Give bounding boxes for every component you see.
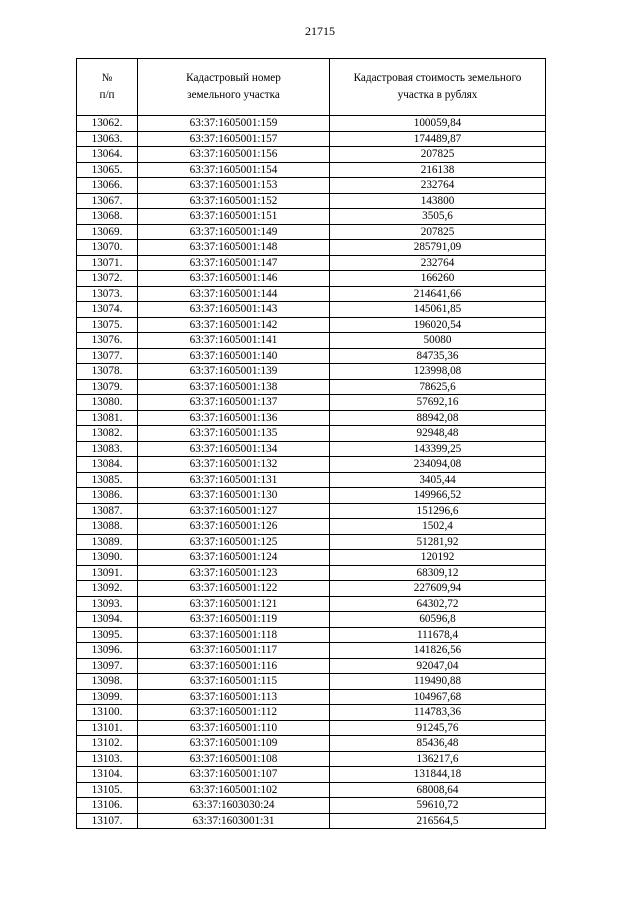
table-row [77, 581, 546, 597]
row-number-cell: 13105. [77, 782, 138, 798]
row-number-cell: 13101. [77, 720, 138, 736]
cadastral-number-cell: 63:37:1605001:143 [138, 302, 330, 318]
cadastral-number-cell: 63:37:1605001:121 [138, 596, 330, 612]
page-number: 21715 [305, 24, 335, 38]
table-row [77, 472, 546, 488]
table-row [77, 240, 546, 256]
row-number-cell: 13070. [77, 240, 138, 256]
cadastral-number-cell: 63:37:1605001:110 [138, 720, 330, 736]
header-line: № [101, 72, 113, 84]
cadastral-number-cell: 63:37:1605001:159 [138, 116, 330, 132]
table-row [77, 410, 546, 426]
cadastral-value-cell: 285791,09 [330, 240, 546, 256]
table-row [77, 550, 546, 566]
cadastral-number-cell: 63:37:1605001:118 [138, 627, 330, 643]
cadastral-number-cell: 63:37:1605001:149 [138, 224, 330, 240]
header-line: участка в рублях [397, 89, 478, 101]
row-number-cell: 13089. [77, 534, 138, 550]
cadastral-number-cell: 63:37:1605001:136 [138, 410, 330, 426]
row-number-cell: 13107. [77, 813, 138, 829]
row-number-cell: 13096. [77, 643, 138, 659]
row-number-cell: 13087. [77, 503, 138, 519]
row-number-cell: 13097. [77, 658, 138, 674]
row-number-cell: 13068. [77, 209, 138, 225]
row-number-cell: 13100. [77, 705, 138, 721]
cadastral-number-cell: 63:37:1605001:127 [138, 503, 330, 519]
table-row [77, 302, 546, 318]
cadastral-value-cell: 100059,84 [330, 116, 546, 132]
row-number-cell: 13071. [77, 255, 138, 271]
table-row [77, 162, 546, 178]
cadastral-number-cell: 63:37:1605001:139 [138, 364, 330, 380]
cadastral-value-cell: 84735,36 [330, 348, 546, 364]
table-row [77, 519, 546, 535]
row-number-cell: 13063. [77, 131, 138, 147]
cadastral-number-cell: 63:37:1605001:112 [138, 705, 330, 721]
cadastral-value-cell: 227609,94 [330, 581, 546, 597]
row-number-cell: 13106. [77, 798, 138, 814]
table-row [77, 751, 546, 767]
cadastral-number-cell: 63:37:1605001:147 [138, 255, 330, 271]
cadastral-number-cell: 63:37:1603001:31 [138, 813, 330, 829]
header-cadastral-number [138, 59, 330, 116]
cadastral-value-cell: 216138 [330, 162, 546, 178]
cadastral-value-cell: 120192 [330, 550, 546, 566]
table-row [77, 488, 546, 504]
table-row [77, 348, 546, 364]
table-row [77, 813, 546, 829]
cadastral-value-cell: 3505,6 [330, 209, 546, 225]
cadastral-value-cell: 1502,4 [330, 519, 546, 535]
table-row [77, 674, 546, 690]
row-number-cell: 13062. [77, 116, 138, 132]
cadastral-value-cell: 68008,64 [330, 782, 546, 798]
cadastral-value-cell: 64302,72 [330, 596, 546, 612]
row-number-cell: 13094. [77, 612, 138, 628]
table-row [77, 612, 546, 628]
cadastral-number-cell: 63:37:1605001:154 [138, 162, 330, 178]
header-line: Кадастровая стоимость земельного [353, 72, 522, 84]
table-row [77, 503, 546, 519]
table-row [77, 255, 546, 271]
table-row [77, 643, 546, 659]
table-row [77, 767, 546, 783]
cadastral-number-cell: 63:37:1605001:152 [138, 193, 330, 209]
table-row [77, 596, 546, 612]
cadastral-value-cell: 51281,92 [330, 534, 546, 550]
cadastral-value-cell: 143399,25 [330, 441, 546, 457]
table-row [77, 193, 546, 209]
cadastral-value-cell: 85436,48 [330, 736, 546, 752]
cadastral-number-cell: 63:37:1605001:122 [138, 581, 330, 597]
row-number-cell: 13066. [77, 178, 138, 194]
cadastral-number-cell: 63:37:1605001:144 [138, 286, 330, 302]
row-number-cell: 13091. [77, 565, 138, 581]
cadastral-number-cell: 63:37:1605001:140 [138, 348, 330, 364]
table-body [77, 116, 546, 829]
cadastral-value-cell: 60596,8 [330, 612, 546, 628]
cadastral-value-cell: 50080 [330, 333, 546, 349]
table-row [77, 379, 546, 395]
row-number-cell: 13064. [77, 147, 138, 163]
cadastral-number-cell: 63:37:1605001:123 [138, 565, 330, 581]
cadastral-value-cell: 92047,04 [330, 658, 546, 674]
cadastral-number-cell: 63:37:1605001:125 [138, 534, 330, 550]
cadastral-number-cell: 63:37:1605001:156 [138, 147, 330, 163]
cadastral-number-cell: 63:37:1605001:102 [138, 782, 330, 798]
cadastral-value-cell: 88942,08 [330, 410, 546, 426]
header-cadastral-value [330, 59, 546, 116]
table-row [77, 689, 546, 705]
row-number-cell: 13081. [77, 410, 138, 426]
cadastral-value-cell: 131844,18 [330, 767, 546, 783]
row-number-cell: 13080. [77, 395, 138, 411]
cadastral-number-cell: 63:37:1605001:151 [138, 209, 330, 225]
cadastral-number-cell: 63:37:1605001:157 [138, 131, 330, 147]
row-number-cell: 13099. [77, 689, 138, 705]
cadastral-value-cell: 111678,4 [330, 627, 546, 643]
table-row [77, 364, 546, 380]
row-number-cell: 13082. [77, 426, 138, 442]
cadastral-value-cell: 174489,87 [330, 131, 546, 147]
table-header-row [77, 59, 546, 116]
table-row [77, 534, 546, 550]
cadastral-value-cell: 145061,85 [330, 302, 546, 318]
cadastral-number-cell: 63:37:1605001:134 [138, 441, 330, 457]
row-number-cell: 13076. [77, 333, 138, 349]
table-row [77, 333, 546, 349]
row-number-cell: 13067. [77, 193, 138, 209]
cadastral-number-cell: 63:37:1605001:138 [138, 379, 330, 395]
table-row [77, 116, 546, 132]
row-number-cell: 13103. [77, 751, 138, 767]
cadastral-number-cell: 63:37:1605001:132 [138, 457, 330, 473]
cadastral-number-cell: 63:37:1605001:124 [138, 550, 330, 566]
table-row [77, 317, 546, 333]
cadastral-value-table [76, 58, 546, 829]
cadastral-number-cell: 63:37:1605001:119 [138, 612, 330, 628]
cadastral-value-cell: 136217,6 [330, 751, 546, 767]
cadastral-number-cell: 63:37:1605001:141 [138, 333, 330, 349]
cadastral-number-cell: 63:37:1605001:142 [138, 317, 330, 333]
header-line: Кадастровый номер [186, 72, 281, 84]
cadastral-number-cell: 63:37:1605001:107 [138, 767, 330, 783]
row-number-cell: 13085. [77, 472, 138, 488]
cadastral-number-cell: 63:37:1605001:126 [138, 519, 330, 535]
table-row [77, 720, 546, 736]
header-line: п/п [99, 89, 115, 101]
table-row [77, 395, 546, 411]
row-number-cell: 13090. [77, 550, 138, 566]
cadastral-number-cell: 63:37:1603030:24 [138, 798, 330, 814]
cadastral-number-cell: 63:37:1605001:148 [138, 240, 330, 256]
cadastral-number-cell: 63:37:1605001:130 [138, 488, 330, 504]
cadastral-number-cell: 63:37:1605001:137 [138, 395, 330, 411]
table-row [77, 658, 546, 674]
cadastral-value-cell: 3405,44 [330, 472, 546, 488]
cadastral-number-cell: 63:37:1605001:115 [138, 674, 330, 690]
row-number-cell: 13073. [77, 286, 138, 302]
header-line: земельного участка [187, 89, 280, 101]
cadastral-number-cell: 63:37:1605001:153 [138, 178, 330, 194]
cadastral-value-cell: 196020,54 [330, 317, 546, 333]
cadastral-value-cell: 207825 [330, 224, 546, 240]
table-row [77, 131, 546, 147]
cadastral-value-cell: 143800 [330, 193, 546, 209]
cadastral-value-cell: 104967,68 [330, 689, 546, 705]
table-row [77, 457, 546, 473]
header-row-number [77, 59, 138, 116]
row-number-cell: 13084. [77, 457, 138, 473]
row-number-cell: 13088. [77, 519, 138, 535]
cadastral-value-cell: 149966,52 [330, 488, 546, 504]
cadastral-value-cell: 141826,56 [330, 643, 546, 659]
cadastral-value-cell: 119490,88 [330, 674, 546, 690]
cadastral-value-cell: 214641,66 [330, 286, 546, 302]
cadastral-value-cell: 68309,12 [330, 565, 546, 581]
cadastral-value-cell: 151296,6 [330, 503, 546, 519]
row-number-cell: 13102. [77, 736, 138, 752]
row-number-cell: 13065. [77, 162, 138, 178]
cadastral-value-cell: 78625,6 [330, 379, 546, 395]
row-number-cell: 13086. [77, 488, 138, 504]
cadastral-value-cell: 232764 [330, 255, 546, 271]
table-row [77, 736, 546, 752]
cadastral-number-cell: 63:37:1605001:108 [138, 751, 330, 767]
cadastral-number-cell: 63:37:1605001:117 [138, 643, 330, 659]
cadastral-value-cell: 91245,76 [330, 720, 546, 736]
cadastral-number-cell: 63:37:1605001:146 [138, 271, 330, 287]
cadastral-number-cell: 63:37:1605001:113 [138, 689, 330, 705]
cadastral-value-cell: 166260 [330, 271, 546, 287]
row-number-cell: 13074. [77, 302, 138, 318]
row-number-cell: 13079. [77, 379, 138, 395]
cadastral-number-cell: 63:37:1605001:131 [138, 472, 330, 488]
cadastral-value-cell: 232764 [330, 178, 546, 194]
cadastral-value-cell: 57692,16 [330, 395, 546, 411]
cadastral-number-cell: 63:37:1605001:135 [138, 426, 330, 442]
table-row [77, 798, 546, 814]
table-row [77, 705, 546, 721]
table-row [77, 782, 546, 798]
cadastral-number-cell: 63:37:1605001:116 [138, 658, 330, 674]
row-number-cell: 13098. [77, 674, 138, 690]
table-row [77, 147, 546, 163]
row-number-cell: 13078. [77, 364, 138, 380]
row-number-cell: 13104. [77, 767, 138, 783]
cadastral-number-cell: 63:37:1605001:109 [138, 736, 330, 752]
row-number-cell: 13093. [77, 596, 138, 612]
cadastral-value-cell: 234094,08 [330, 457, 546, 473]
row-number-cell: 13092. [77, 581, 138, 597]
row-number-cell: 13072. [77, 271, 138, 287]
cadastral-value-cell: 123998,08 [330, 364, 546, 380]
table-row [77, 224, 546, 240]
cadastral-value-cell: 114783,36 [330, 705, 546, 721]
row-number-cell: 13069. [77, 224, 138, 240]
table-row [77, 426, 546, 442]
table-row [77, 209, 546, 225]
row-number-cell: 13077. [77, 348, 138, 364]
cadastral-value-cell: 207825 [330, 147, 546, 163]
row-number-cell: 13075. [77, 317, 138, 333]
table-row [77, 627, 546, 643]
table-row [77, 441, 546, 457]
row-number-cell: 13095. [77, 627, 138, 643]
table-row [77, 565, 546, 581]
table-row [77, 271, 546, 287]
table-row [77, 178, 546, 194]
row-number-cell: 13083. [77, 441, 138, 457]
cadastral-value-cell: 216564,5 [330, 813, 546, 829]
cadastral-value-cell: 59610,72 [330, 798, 546, 814]
cadastral-value-cell: 92948,48 [330, 426, 546, 442]
table-row [77, 286, 546, 302]
